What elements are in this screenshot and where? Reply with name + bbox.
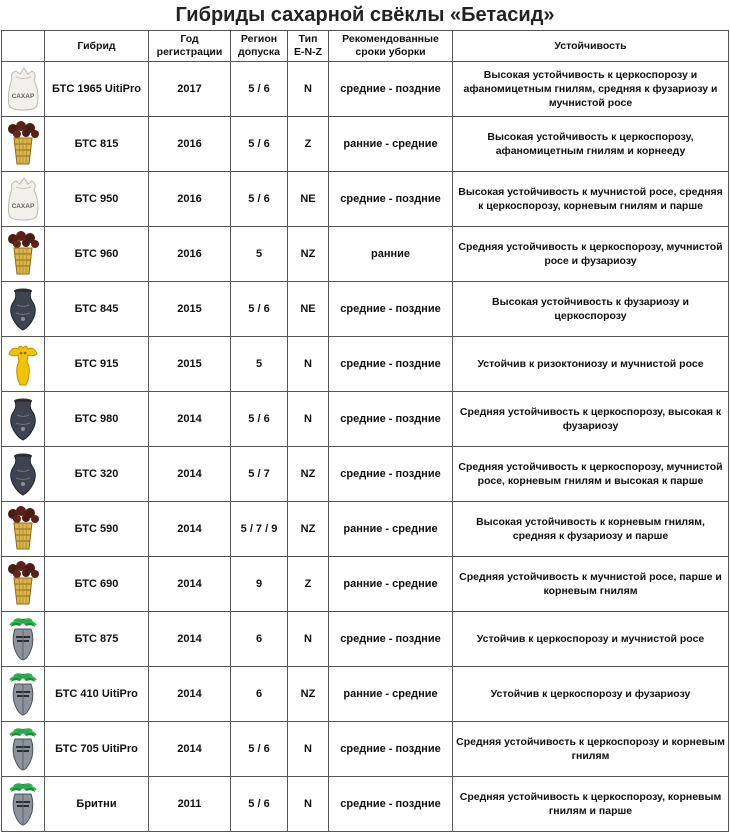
hybrid-image-cell <box>2 777 45 832</box>
hybrid-image-cell <box>2 447 45 502</box>
resistance: Средняя устойчивость к церкоспорозу, высокая к фузариозу <box>453 392 729 447</box>
knight-helmet-icon <box>4 780 42 828</box>
type-enz: N <box>288 722 329 777</box>
resistance: Средняя устойчивость к мучнистой росе, парше и корневым гнилям <box>453 557 729 612</box>
type-enz: NZ <box>288 447 329 502</box>
beet-basket-icon <box>4 560 42 608</box>
harvest-timing: средние - поздние <box>329 777 453 832</box>
harvest-timing: ранние - средние <box>329 557 453 612</box>
type-enz: NE <box>288 172 329 227</box>
hybrid-image-cell <box>2 502 45 557</box>
hybrid-image-cell <box>2 227 45 282</box>
header-type: Тип E-N-Z <box>288 31 329 62</box>
hybrids-table <box>1 30 729 832</box>
region: 5 / 6 <box>231 777 288 832</box>
hybrid-image-cell <box>2 392 45 447</box>
header-row <box>2 31 729 62</box>
hybrid-name: БТС 950 <box>45 172 149 227</box>
hybrid-name: БТС 915 <box>45 337 149 392</box>
type-enz: NZ <box>288 502 329 557</box>
harvest-timing: средние - поздние <box>329 447 453 502</box>
table-row <box>2 282 729 337</box>
type-enz: NZ <box>288 667 329 722</box>
registration-year: 2015 <box>149 282 231 337</box>
resistance: Средняя устойчивость к церкоспорозу, мучнистой росе и фузариозу <box>453 227 729 282</box>
registration-year: 2014 <box>149 667 231 722</box>
beet-basket-icon <box>4 120 42 168</box>
region: 5 / 6 <box>231 392 288 447</box>
harvest-timing: средние - поздние <box>329 612 453 667</box>
region: 5 / 6 <box>231 62 288 117</box>
region: 5 / 6 <box>231 172 288 227</box>
harvest-timing: средние - поздние <box>329 172 453 227</box>
hybrid-name: БТС 705 UitiPro <box>45 722 149 777</box>
region: 5 / 6 <box>231 282 288 337</box>
table-row <box>2 227 729 282</box>
dark-vase-icon <box>4 450 42 498</box>
table-row <box>2 502 729 557</box>
white-sack-icon <box>4 175 42 223</box>
table-row <box>2 62 729 117</box>
header-region: Регион допуска <box>231 31 288 62</box>
region: 5 / 7 / 9 <box>231 502 288 557</box>
table-row <box>2 447 729 502</box>
table-row <box>2 392 729 447</box>
harvest-timing: ранние - средние <box>329 117 453 172</box>
hybrid-name: БТС 690 <box>45 557 149 612</box>
resistance: Высокая устойчивость к мучнистой росе, средняя к церкоспорозу, корневым гнилям и парше <box>453 172 729 227</box>
resistance: Средняя устойчивость к церкоспорозу и корневым гнилям <box>453 722 729 777</box>
beet-basket-icon <box>4 230 42 278</box>
resistance: Высокая устойчивость к церкоспорозу и афаномицетным гнилям, средняя к фузариозу и мучнистой росе <box>453 62 729 117</box>
hybrid-name: БТС 815 <box>45 117 149 172</box>
region: 5 <box>231 227 288 282</box>
resistance: Устойчив к ризоктониозу и мучнистой росе <box>453 337 729 392</box>
hybrid-image-cell <box>2 612 45 667</box>
hybrid-image-cell <box>2 337 45 392</box>
hybrid-image-cell <box>2 557 45 612</box>
dark-vase-icon <box>4 285 42 333</box>
header-resistance: Устойчивость <box>453 31 729 62</box>
hybrid-image-cell <box>2 117 45 172</box>
dark-vase-icon <box>4 395 42 443</box>
hybrid-image-cell <box>2 62 45 117</box>
header-timing: Рекомендованные сроки уборки <box>329 31 453 62</box>
registration-year: 2014 <box>149 447 231 502</box>
harvest-timing: ранние <box>329 227 453 282</box>
region: 6 <box>231 667 288 722</box>
hybrid-name: Бритни <box>45 777 149 832</box>
registration-year: 2016 <box>149 172 231 227</box>
hybrid-name: БТС 410 UitiPro <box>45 667 149 722</box>
registration-year: 2016 <box>149 117 231 172</box>
table-row <box>2 777 729 832</box>
hybrid-image-cell <box>2 172 45 227</box>
registration-year: 2014 <box>149 392 231 447</box>
hybrid-name: БТС 875 <box>45 612 149 667</box>
type-enz: Z <box>288 117 329 172</box>
type-enz: N <box>288 777 329 832</box>
type-enz: N <box>288 62 329 117</box>
sack-label: САХАР <box>11 203 35 210</box>
hybrid-name: БТС 845 <box>45 282 149 337</box>
registration-year: 2015 <box>149 337 231 392</box>
table-row <box>2 722 729 777</box>
header-hybrid: Гибрид <box>45 31 149 62</box>
hybrid-name: БТС 320 <box>45 447 149 502</box>
harvest-timing: средние - поздние <box>329 722 453 777</box>
type-enz: N <box>288 337 329 392</box>
knight-helmet-icon <box>4 615 42 663</box>
region: 5 / 6 <box>231 722 288 777</box>
registration-year: 2016 <box>149 227 231 282</box>
yellow-figure-icon <box>4 340 42 388</box>
type-enz: N <box>288 612 329 667</box>
hybrid-name: БТС 960 <box>45 227 149 282</box>
registration-year: 2014 <box>149 502 231 557</box>
hybrid-image-cell <box>2 667 45 722</box>
resistance: Устойчив к церкоспорозу и мучнистой росе <box>453 612 729 667</box>
beet-basket-icon <box>4 505 42 553</box>
type-enz: Z <box>288 557 329 612</box>
resistance: Устойчив к церкоспорозу и фузариозу <box>453 667 729 722</box>
knight-helmet-icon <box>4 670 42 718</box>
registration-year: 2011 <box>149 777 231 832</box>
page-title: Гибриды сахарной свёклы «Бетасид» <box>175 4 555 26</box>
type-enz: N <box>288 392 329 447</box>
table-row <box>2 667 729 722</box>
table-row <box>2 557 729 612</box>
hybrid-image-cell <box>2 282 45 337</box>
type-enz: NE <box>288 282 329 337</box>
sack-label: САХАР <box>11 93 35 100</box>
resistance: Средняя устойчивость к церкоспорозу, мучнистой росе, корневым гнилям и высокая к парше <box>453 447 729 502</box>
type-enz: NZ <box>288 227 329 282</box>
table-row <box>2 337 729 392</box>
table-row <box>2 172 729 227</box>
harvest-timing: средние - поздние <box>329 392 453 447</box>
registration-year: 2017 <box>149 62 231 117</box>
region: 5 <box>231 337 288 392</box>
table-row <box>2 117 729 172</box>
knight-helmet-icon <box>4 725 42 773</box>
resistance: Средняя устойчивость к церкоспорозу, корневым гнилям и парше <box>453 777 729 832</box>
resistance: Высокая устойчивость к корневым гнилям, средняя к фузариозу и парше <box>453 502 729 557</box>
registration-year: 2014 <box>149 557 231 612</box>
region: 5 / 7 <box>231 447 288 502</box>
hybrid-name: БТС 980 <box>45 392 149 447</box>
region: 6 <box>231 612 288 667</box>
hybrid-image-cell <box>2 722 45 777</box>
resistance: Высокая устойчивость к церкоспорозу, афаномицетным гнилям и корнееду <box>453 117 729 172</box>
resistance: Высокая устойчивость к фузариозу и церкоспорозу <box>453 282 729 337</box>
hybrid-name: БТС 1965 UitiPro <box>45 62 149 117</box>
hybrid-name: БТС 590 <box>45 502 149 557</box>
region: 9 <box>231 557 288 612</box>
header-year: Год регистрации <box>149 31 231 62</box>
harvest-timing: средние - поздние <box>329 337 453 392</box>
registration-year: 2014 <box>149 722 231 777</box>
header-image <box>2 31 45 62</box>
table-row <box>2 612 729 667</box>
registration-year: 2014 <box>149 612 231 667</box>
white-sack-icon <box>4 65 42 113</box>
harvest-timing: ранние - средние <box>329 502 453 557</box>
harvest-timing: средние - поздние <box>329 62 453 117</box>
region: 5 / 6 <box>231 117 288 172</box>
harvest-timing: средние - поздние <box>329 282 453 337</box>
harvest-timing: ранние - средние <box>329 667 453 722</box>
